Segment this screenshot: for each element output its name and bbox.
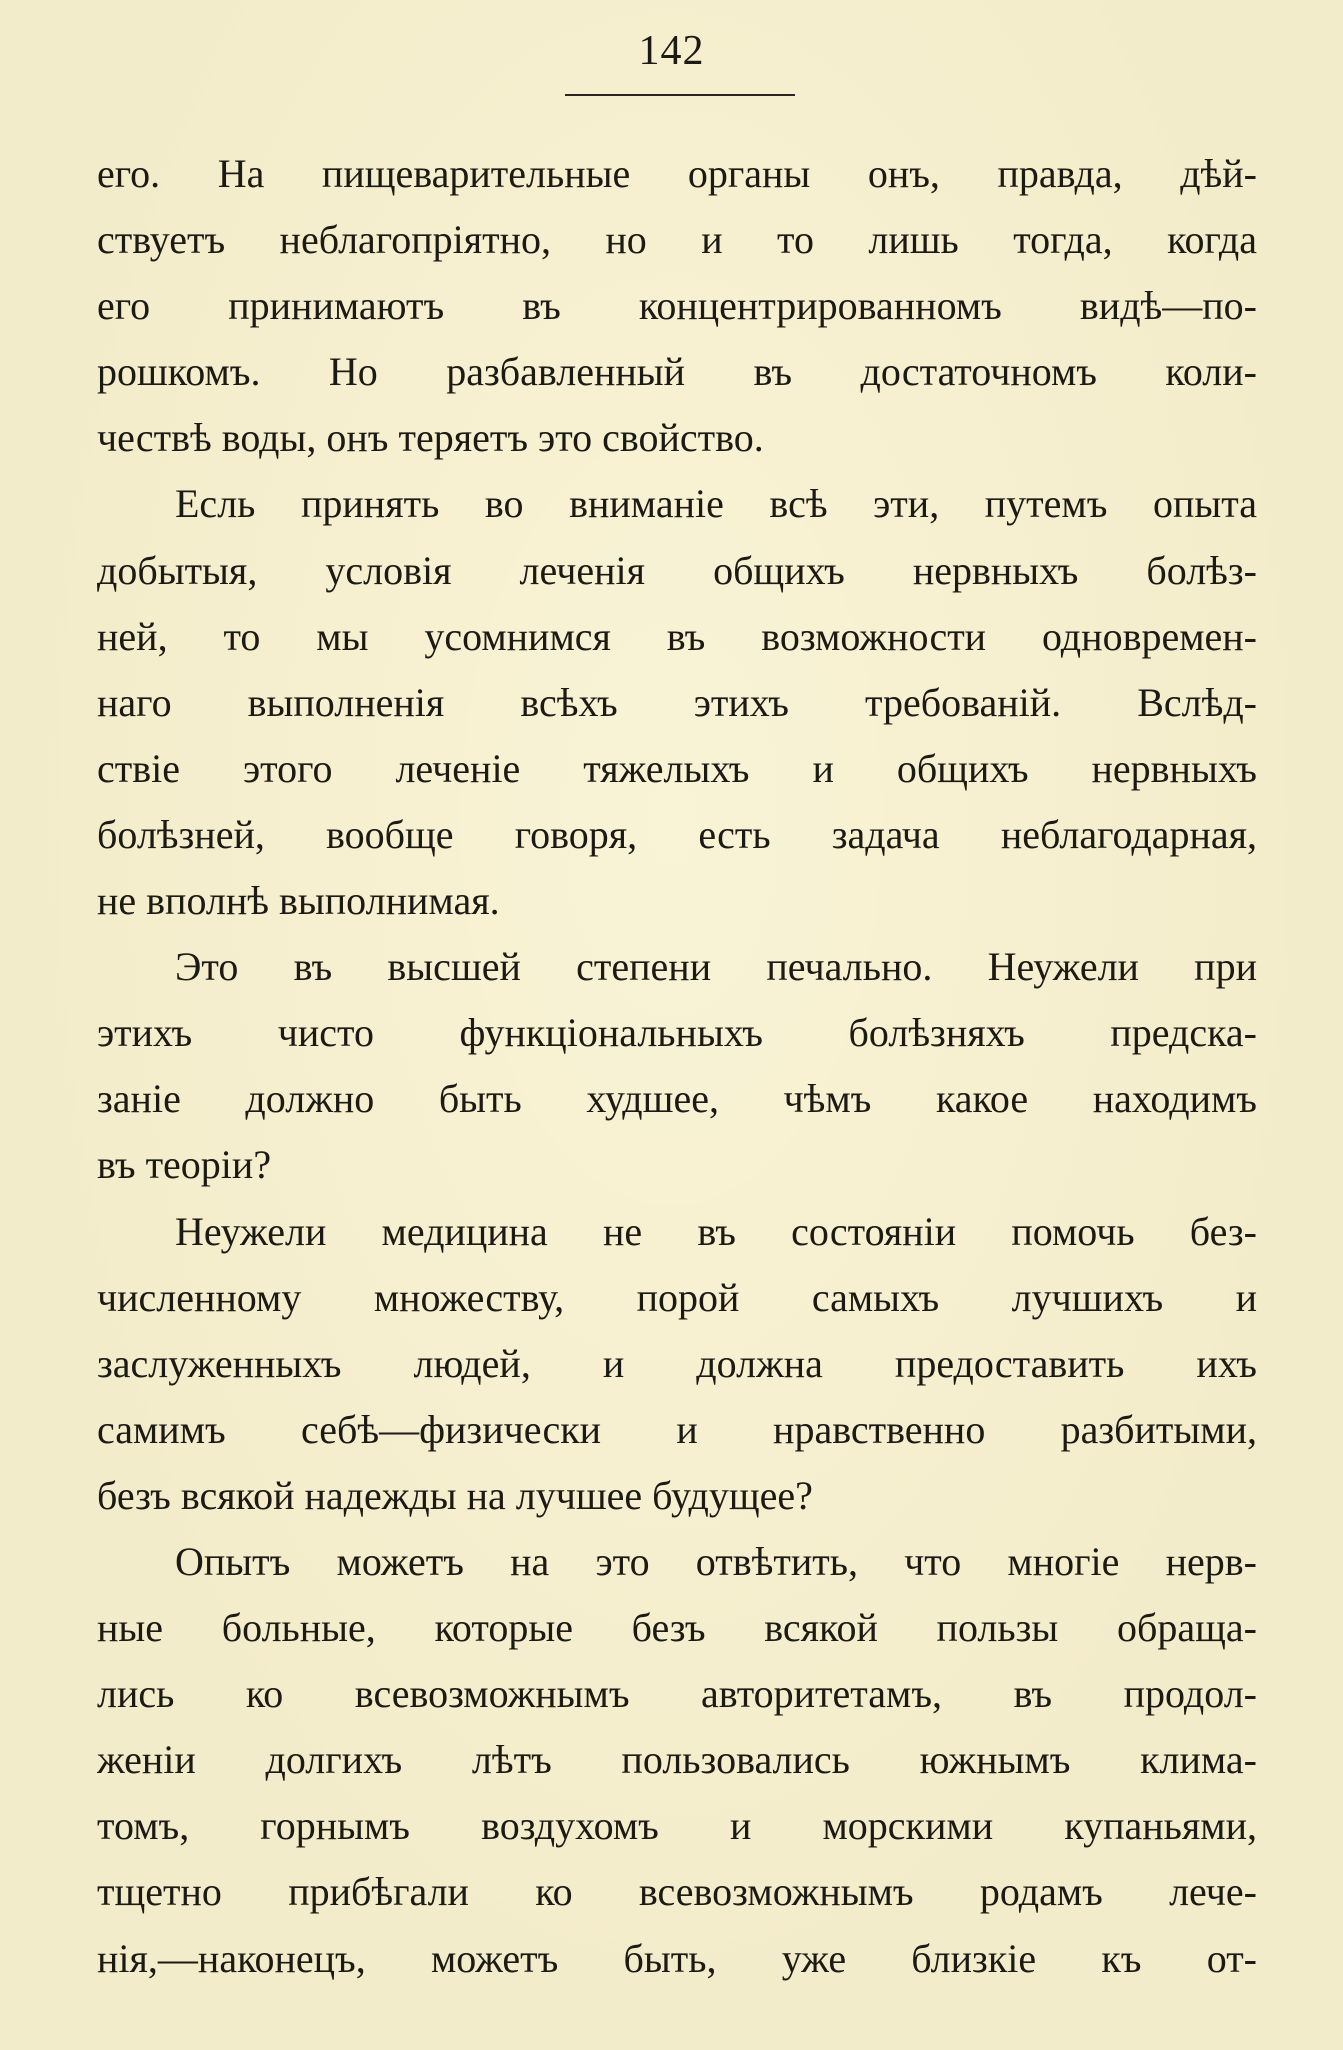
text-line: его. На пищеварительные органы онъ, правда, дѣй- — [97, 151, 1257, 196]
text-line: этихъ чисто функціональныхъ болѣзняхъ предска- — [97, 1010, 1257, 1056]
text-line: самимъ себѣ—физически и нравственно разбитыми, — [97, 1406, 1257, 1452]
text-line: его принимаютъ въ концентрированномъ видѣ—по- — [97, 283, 1257, 329]
text-line: въ теоріи? — [97, 1142, 272, 1188]
text-line: ней, то мы усомнимся въ возможности одновремен- — [97, 613, 1257, 659]
text-line: наго выполненія всѣхъ этихъ требованій. Вслѣд- — [97, 679, 1257, 725]
text-line: женіи долгихъ лѣтъ пользовались южнымъ клима- — [97, 1737, 1257, 1783]
text-line: добытыя, условія леченія общихъ нервныхъ болѣз- — [97, 547, 1257, 593]
text-line: лись ко всевозможнымъ авторитетамъ, въ продол- — [97, 1671, 1257, 1717]
text-line: ствуетъ неблагопріятно, но и то лишь тогда, когда — [97, 217, 1257, 263]
text-line: заслуженныхъ людей, и должна предоставить ихъ — [97, 1340, 1257, 1386]
text-line: безъ всякой надежды на лучшее будущее? — [97, 1472, 813, 1518]
text-line: Это въ высшей степени печально. Неужели при — [175, 944, 1257, 990]
text-line: болѣзней, вообще говоря, есть задача неблагодарная, — [97, 811, 1257, 857]
text-line: чествѣ воды, онъ теряетъ это свойство. — [97, 415, 764, 461]
text-line: Опытъ можетъ на это отвѣтить, что многіе нерв- — [175, 1538, 1257, 1584]
body-text — [97, 141, 1257, 1992]
text-line: заніе должно быть худшее, чѣмъ какое находимъ — [97, 1076, 1257, 1122]
text-line: томъ, горнымъ воздухомъ и морскими купаньями, — [97, 1803, 1257, 1849]
text-line: рошкомъ. Но разбавленный въ достаточномъ коли- — [97, 349, 1257, 395]
text-line: тщетно прибѣгали ко всевозможнымъ родамъ лече- — [97, 1869, 1257, 1915]
text-line: ные больные, которые безъ всякой пользы обраща- — [97, 1605, 1257, 1651]
text-line: Неужели медицина не въ состояніи помочь без- — [175, 1208, 1257, 1254]
text-line: численному множеству, порой самыхъ лучшихъ и — [97, 1274, 1257, 1320]
header-rule — [565, 94, 795, 96]
text-line: Есль принять во вниманіе всѣ эти, путемъ опыта — [175, 481, 1257, 527]
text-line: нія,—наконецъ, можетъ быть, уже близкіе къ от- — [97, 1935, 1257, 1981]
text-line: не вполнѣ выполнимая. — [97, 878, 500, 924]
text-line: ствіе этого леченіе тяжелыхъ и общихъ нервныхъ — [97, 745, 1257, 791]
page-number: 142 — [638, 28, 705, 74]
